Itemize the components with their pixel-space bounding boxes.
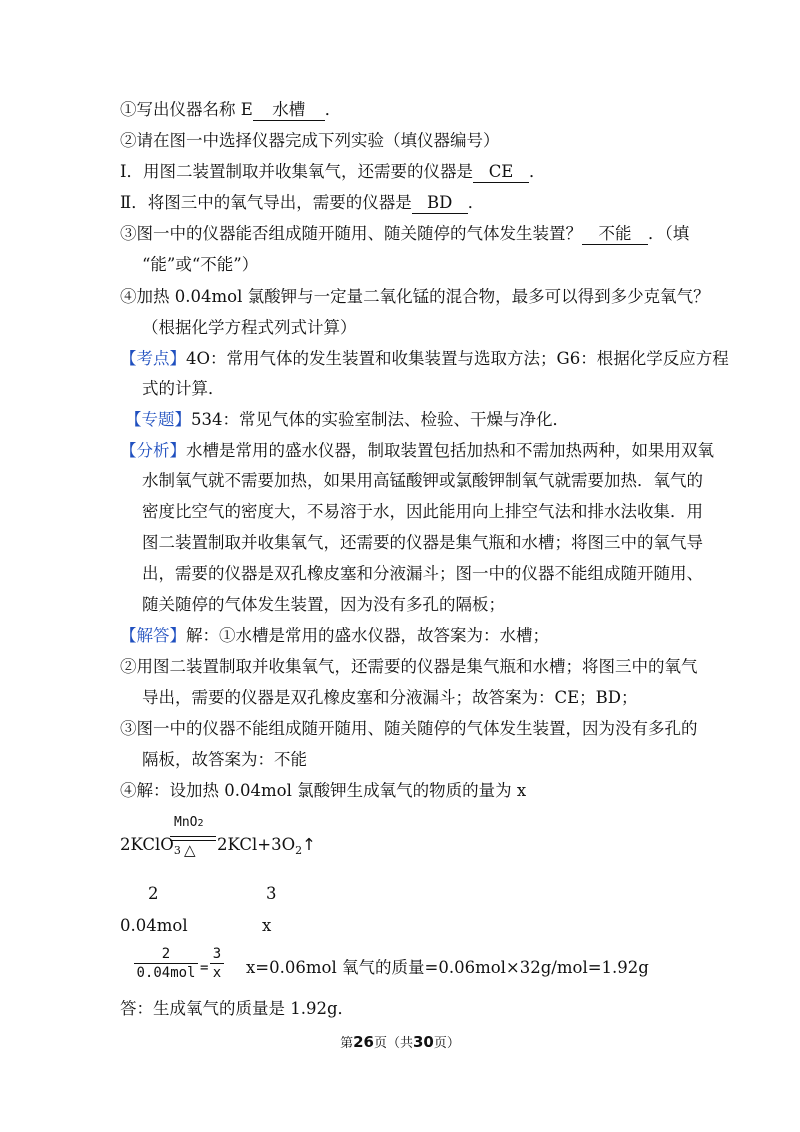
punctuation: ． [324, 100, 342, 119]
equation-reactant-text: 2KClO [120, 835, 174, 854]
fenxi-section [120, 439, 714, 463]
fenxi-line: 水制氧气就不需要加热，如果用高锰酸钾或氯酸钾制氧气就需要加热．氧气的 [142, 471, 703, 490]
ratio-coefficient-1: 2 [148, 884, 159, 903]
jieda-answer-2: ②用图二装置制取并收集氧气，还需要的仪器是集气瓶和水槽；将图三中的氧气 [120, 657, 698, 676]
equation-reactant [120, 833, 181, 863]
fenxi-line: 水槽是常用的盛水仪器，制取装置包括加热和不需加热两种，如果用双氧 [186, 441, 714, 460]
fraction-equals: = [200, 960, 209, 976]
fraction-right [210, 945, 224, 982]
equation-catalyst [174, 815, 204, 832]
question-3-text: ③图一中的仪器能否组成随开随用、随关随停的气体发生装置？ [120, 224, 582, 243]
ratio-quantity-2: x [262, 916, 272, 935]
jieda-answer-2-line2: 导出，需要的仪器是双孔橡皮塞和分液漏斗；故答案为：CE；BD； [142, 688, 638, 707]
jieda-section [120, 624, 549, 648]
kaodian-text: 4O：常用气体的发生装置和收集装置与选取方法；G6：根据化学反应方程 [186, 349, 729, 368]
equation-subscript: 2 [197, 818, 204, 829]
answer-blank-3: 不能 [582, 224, 648, 245]
question-2: ②请在图一中选择仪器完成下列实验（填仪器编号） [120, 131, 500, 150]
fenxi-line: 图二装置制取并收集氧气，还需要的仪器是集气瓶和水槽；将图三中的氧气导 [142, 533, 703, 552]
fraction-numerator: 2 [161, 946, 171, 962]
question-1-text: ①写出仪器名称 E [120, 100, 253, 119]
equation-subscript: 3 [173, 844, 181, 857]
jieda-answer-1: 解：①水槽是常用的盛水仪器，故答案为：水槽； [186, 626, 549, 645]
equation-catalyst-text: MnO [174, 815, 198, 830]
question-3-line2: “能”或“不能”） [142, 255, 259, 274]
fraction-left [134, 945, 198, 982]
question-2-i-text: Ⅰ．用图二装置制取并收集氧气，还需要的仪器是 [120, 162, 474, 181]
final-answer: 答：生成氧气的质量是 1.92g． [120, 999, 355, 1018]
zhuanti-section [125, 408, 569, 432]
equation-product-text: 2KCl+3O [217, 835, 296, 854]
punctuation: ． [467, 193, 485, 212]
answer-blank-2i: CE [473, 162, 529, 183]
answer-blank-2ii: BD [412, 193, 468, 214]
question-4: ④加热 0.04mol 氯酸钾与一定量二氧化锰的混合物，最多可以得到多少克氧气？ [120, 287, 710, 306]
equation-product [217, 833, 316, 863]
result-x: x=0.06mol [246, 958, 337, 977]
chemical-equation [120, 815, 320, 865]
page-footer [0, 1032, 800, 1051]
question-3 [120, 222, 689, 246]
answer-blank-1: 水槽 [253, 100, 325, 121]
kaodian-line2: 式的计算． [142, 379, 225, 398]
punctuation: ． [529, 162, 546, 181]
fenxi-line: 出，需要的仪器是双孔橡皮塞和分液漏斗；图一中的仪器不能组成随开随用、 [142, 564, 703, 583]
fraction-denominator: x [212, 965, 222, 981]
question-2-i [120, 160, 546, 184]
zhuanti-label: 【专题】 [125, 410, 191, 429]
jieda-answer-3-line2: 隔板，故答案为：不能 [142, 750, 307, 769]
question-2-ii [120, 191, 484, 215]
fraction-denominator: 0.04mol [136, 965, 196, 981]
result-mass: 氧气的质量=0.06mol×32g/mol=1.92g [342, 958, 649, 977]
fenxi-line: 随关随停的气体发生装置，因为没有多孔的隔板； [142, 595, 505, 614]
ratio-coefficient-2: 3 [266, 884, 277, 903]
jieda-answer-4: ④解：设加热 0.04mol 氯酸钾生成氧气的物质的量为 x [120, 781, 527, 800]
equation-condition: △ [184, 841, 196, 859]
page-total: 30 [413, 1033, 434, 1051]
punctuation: ．（填 [648, 224, 690, 243]
fenxi-line: 密度比空气的密度大，不易溶于水，因此能用向上排空气法和排水法收集．用 [142, 502, 703, 521]
kaodian-section [120, 347, 729, 371]
footer-text: 页（共 [373, 1036, 413, 1051]
kaodian-label: 【考点】 [120, 349, 186, 368]
jieda-label: 【解答】 [120, 626, 186, 645]
page-number: 26 [353, 1033, 374, 1051]
equation-subscript: 2 [295, 844, 303, 857]
fraction-numerator: 3 [212, 946, 222, 962]
question-2-ii-text: Ⅱ．将图三中的氧气导出，需要的仪器是 [120, 193, 412, 212]
jieda-answer-3: ③图一中的仪器不能组成随开随用、随关随停的气体发生装置，因为没有多孔的 [120, 719, 698, 738]
fenxi-label: 【分析】 [120, 441, 186, 460]
footer-text: 第 [340, 1036, 354, 1051]
question-4-line2: （根据化学方程式列式计算） [142, 318, 357, 337]
zhuanti-text: 534：常见气体的实验室制法、检验、干燥与净化． [191, 410, 569, 429]
question-1 [120, 98, 341, 122]
gas-arrow-icon: ↑ [302, 835, 316, 854]
ratio-quantity-1: 0.04mol [120, 916, 188, 935]
footer-text: 页） [433, 1036, 460, 1051]
equation-arrow-line [170, 836, 216, 837]
